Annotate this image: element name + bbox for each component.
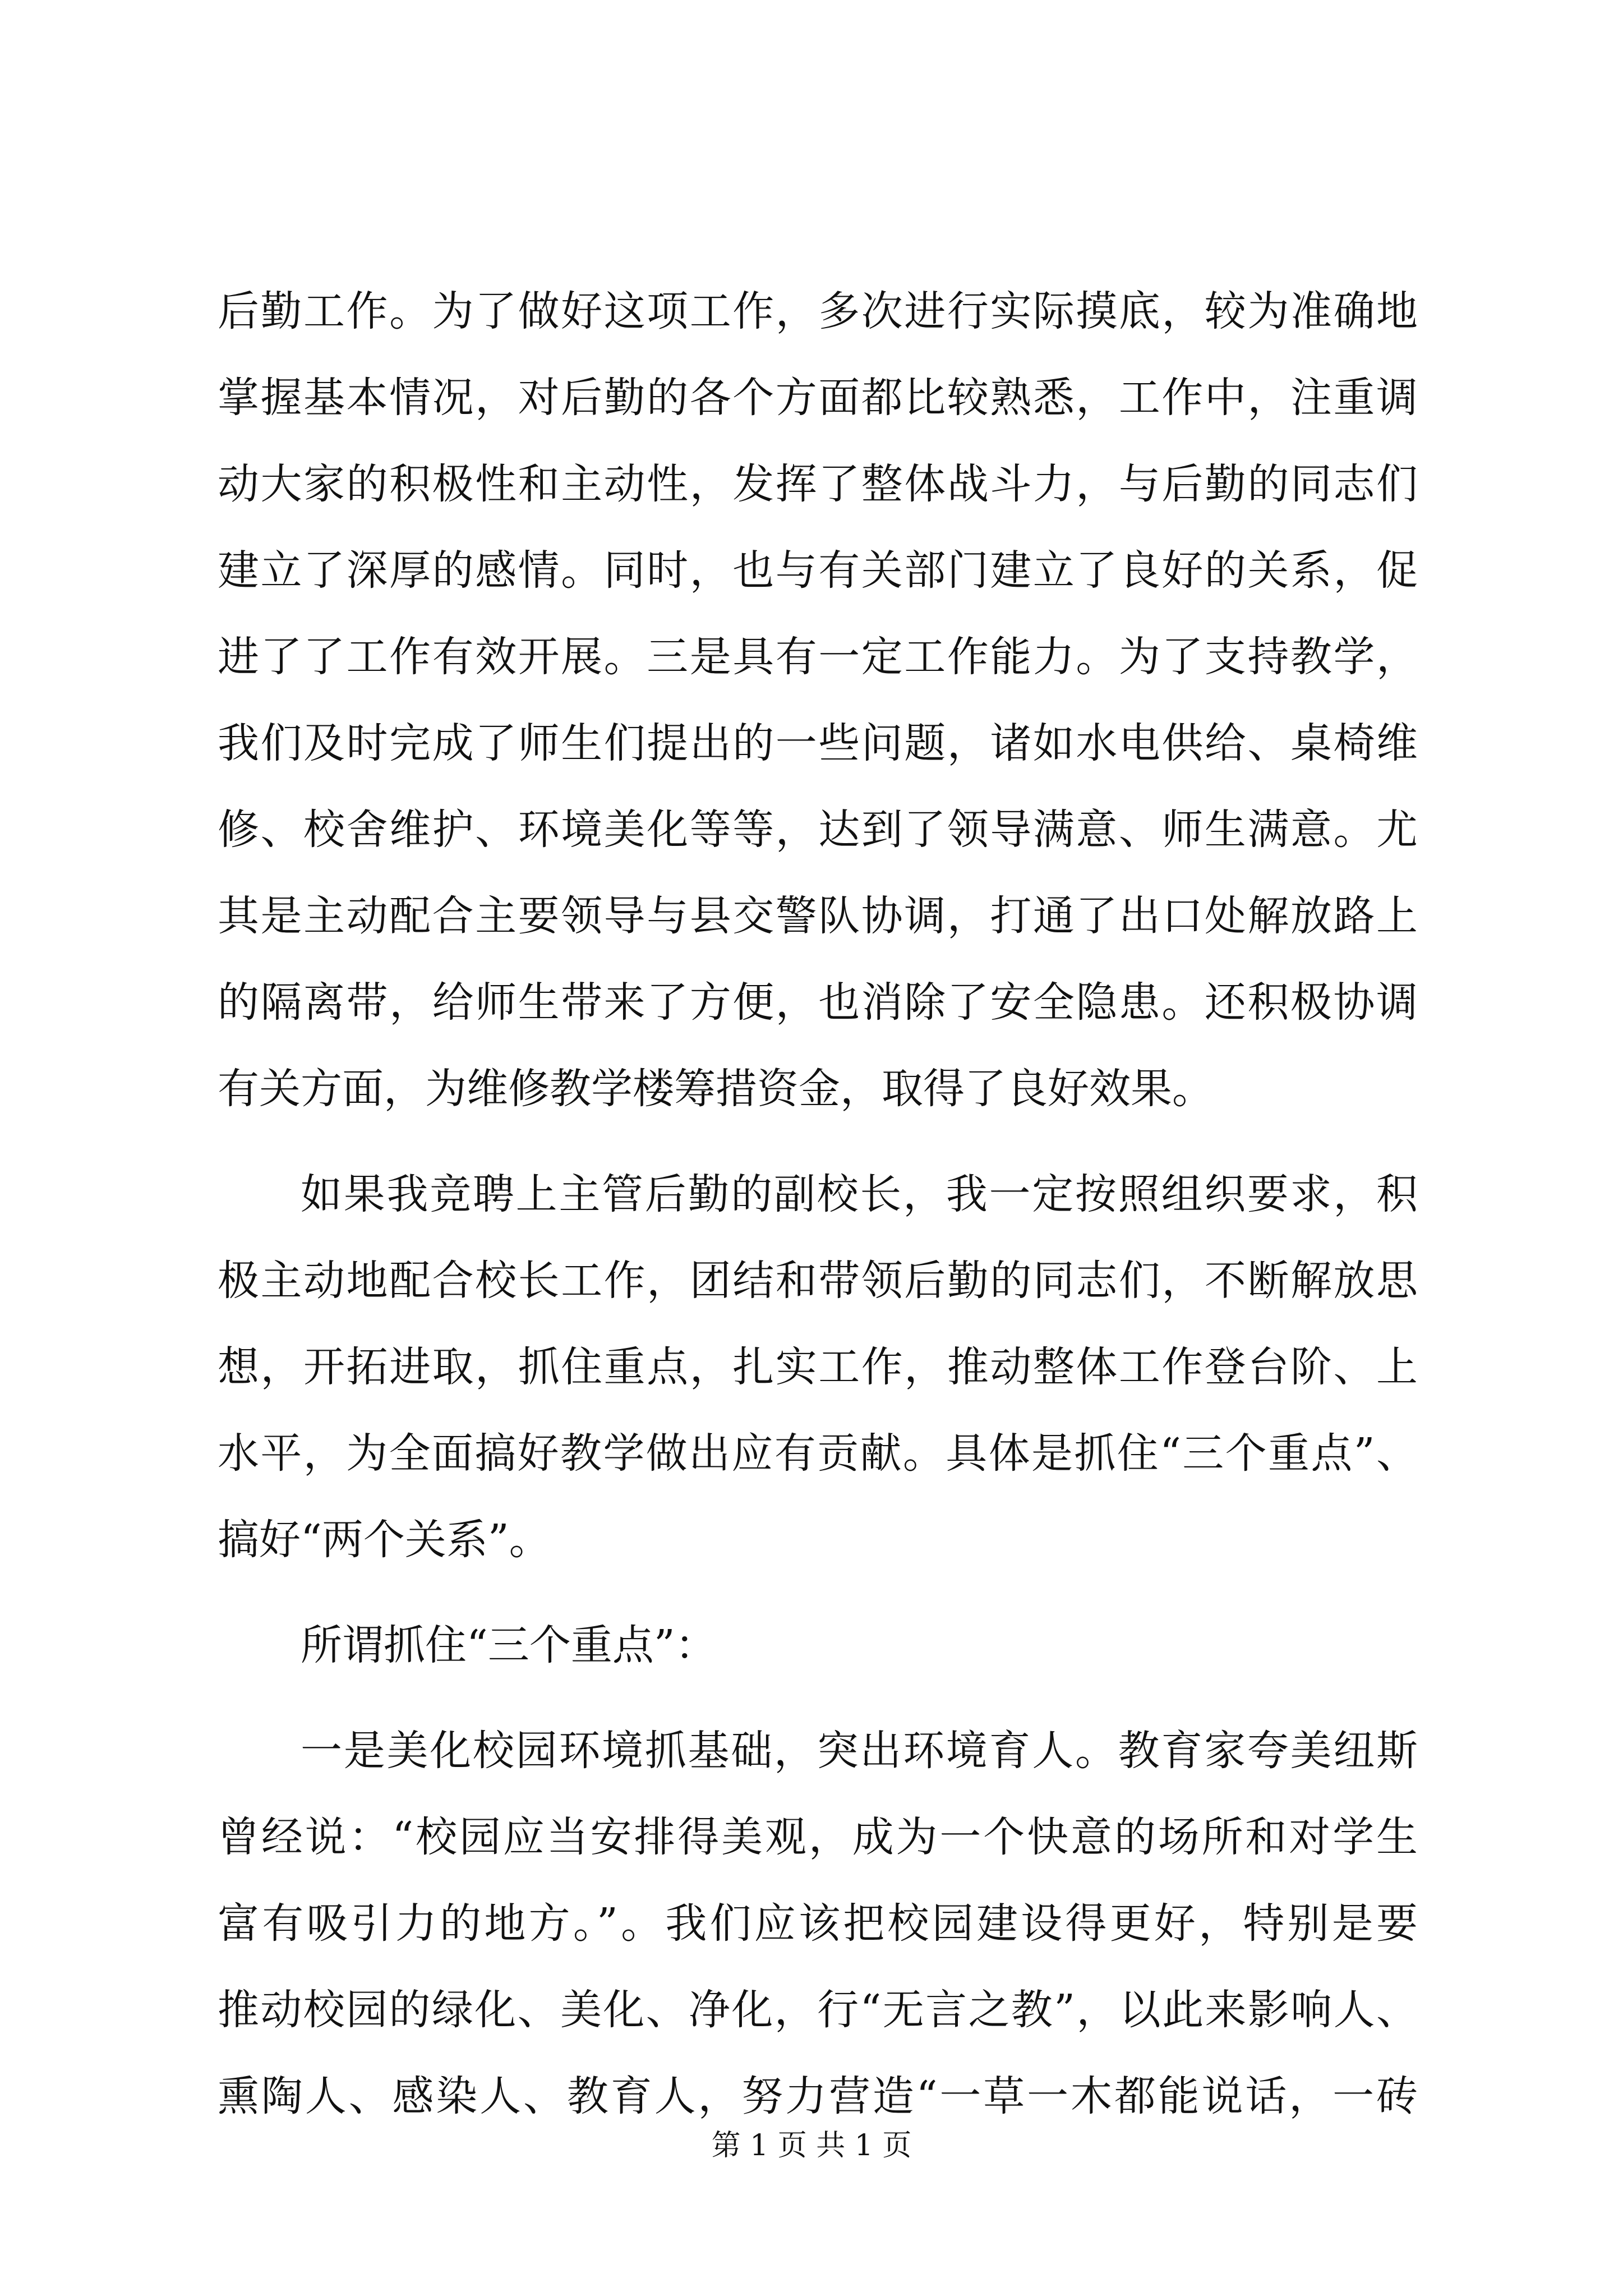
text-line: 建立了深厚的感情。同时，也与有关部门建立了良好的关系，促 [218,546,1418,595]
paragraph-gap [218,1132,1418,1151]
text-line: 极主动地配合校长工作，团结和带领后勤的同志们，不断解放思 [218,1257,1418,1305]
text-line: 有关方面，为维修教学楼筹措资金，取得了良好效果。 [218,1065,1214,1113]
paragraph [218,1602,1418,1688]
page-footer: 第 1 页 共 1 页 [711,2129,912,2162]
text-line: 想，开拓进取，抓住重点，扎实工作，推动整体工作登台阶、上 [218,1343,1418,1391]
text-line: 如果我竞聘上主管后勤的副校长，我一定按照组织要求，积 [301,1170,1418,1218]
paragraph-gap [218,1583,1418,1602]
text-line: 富有吸引力的地方。”。我们应该把校园建设得更好，特别是要 [218,1899,1418,1948]
text-line: 水平，为全面搞好教学做出应有贡献。具体是抓住“三个重点”、 [218,1429,1418,1478]
paragraph-gap [218,1688,1418,1708]
text-line: 所谓抓住“三个重点”： [301,1621,717,1669]
text-line: 一是美化校园环境抓基础，突出环境育人。教育家夸美纽斯 [301,1727,1418,1775]
text-line: 熏陶人、感染人、教育人，努力营造“一草一木都能说话，一砖 [218,2072,1418,2120]
paragraph [218,1708,1418,2139]
text-line: 曾经说：“校园应当安排得美观，成为一个快意的场所和对学生 [218,1813,1418,1861]
text-line: 动大家的积极性和主动性，发挥了整体战斗力，与后勤的同志们 [218,460,1418,508]
paragraph [218,268,1418,1132]
text-line: 后勤工作。为了做好这项工作，多次进行实际摸底，较为准确地 [218,287,1418,335]
text-line: 搞好“两个关系”。 [218,1516,551,1564]
text-line: 其是主动配合主要领导与县交警队协调，打通了出口处解放路上 [218,892,1418,940]
text-line: 掌握基本情况，对后勤的各个方面都比较熟悉，工作中，注重调 [218,374,1418,422]
document-body [218,268,1418,2139]
paragraph [218,1151,1418,1583]
text-line: 的隔离带，给师生带来了方便，也消除了安全隐患。还积极协调 [218,978,1418,1027]
text-line: 进了了工作有效开展。三是具有一定工作能力。为了支持教学， [218,633,1418,681]
text-line: 我们及时完成了师生们提出的一些问题，诸如水电供给、桌椅维 [218,719,1418,767]
text-line: 推动校园的绿化、美化、净化，行“无言之教”，以此来影响人、 [218,1986,1418,2034]
text-line: 修、校舍维护、环境美化等等，达到了领导满意、师生满意。尤 [218,806,1418,854]
